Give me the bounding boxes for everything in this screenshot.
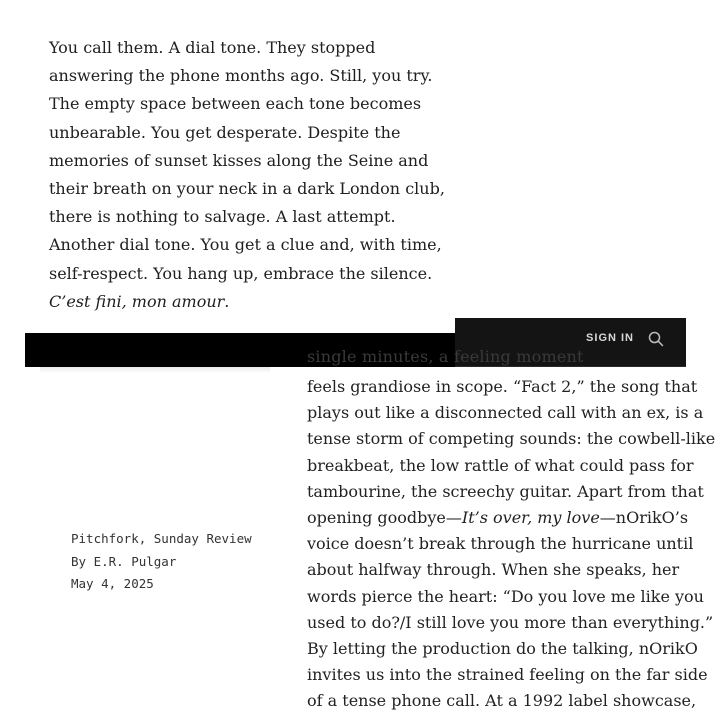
byline-source: Pitchfork, Sunday Review [71,531,252,546]
review-line: plays out like a disconnected call with an ex, is a [307,403,704,423]
story-line: unbearable. You get desperate. Despite the [49,122,401,142]
byline-author: By E.R. Pulgar [71,553,177,569]
story-closing-punct: . [224,291,230,311]
story-line: The empty space between each tone becomes [49,94,422,114]
story-line: memories of sunset kisses along the Seine and [49,150,429,170]
story-line: answering the phone months ago. Still, you try. [49,66,433,86]
review-line: of a tense phone call. At a 1992 label showcase, [307,691,697,711]
review-line: voice doesn’t break through the hurricane until [307,534,694,554]
review-paragraph [307,374,716,715]
review-line: tense storm of competing sounds: the cowbell-like [307,429,716,449]
review-line: invites us into the strained feeling on the far side [307,665,708,685]
review-line [307,505,687,531]
review-line-start: opening goodbye— [307,508,462,528]
cut-off-shadow [40,367,270,373]
story-line: their breath on your neck in a dark London club, [49,179,445,199]
search-icon[interactable] [648,331,664,347]
story-closing-italic: C’est fini, mon amour [49,291,225,311]
review-line: words pierce the heart: “Do you love me like you [307,586,704,606]
review-line: breakbeat, the low rattle of what could pass for [307,455,694,475]
review-line: feels grandiose in scope. “Fact 2,” the song that [307,377,698,396]
review-line: tambourine, the screechy guitar. Apart from that [307,481,704,501]
review-line-end: —nOrikO’s [599,508,689,528]
story-closing-line [49,288,429,316]
sign-in-link[interactable]: SIGN IN [586,332,634,344]
byline [71,528,252,596]
review-line: about halfway through. When she speaks, her [307,560,680,580]
cut-off-line [307,347,667,369]
review-line: By letting the production do the talking, nOrikO [307,639,698,659]
byline-date: May 4, 2025 [71,576,154,591]
review-line: used to do?/I still love you more than everything.” [307,612,714,632]
story-line: self-respect. You hang up, embrace the silence. [49,263,433,283]
review-quote-italic: It’s over, my love [461,508,600,528]
story-line: there is nothing to salvage. A last attempt. [49,207,396,227]
story-line: Another dial tone. You get a clue and, with time, [49,235,442,255]
cut-off-line-text: single minutes, a feeling moment [307,347,584,366]
story-line: You call them. A dial tone. They stopped [49,38,376,57]
story-paragraph [49,34,445,316]
